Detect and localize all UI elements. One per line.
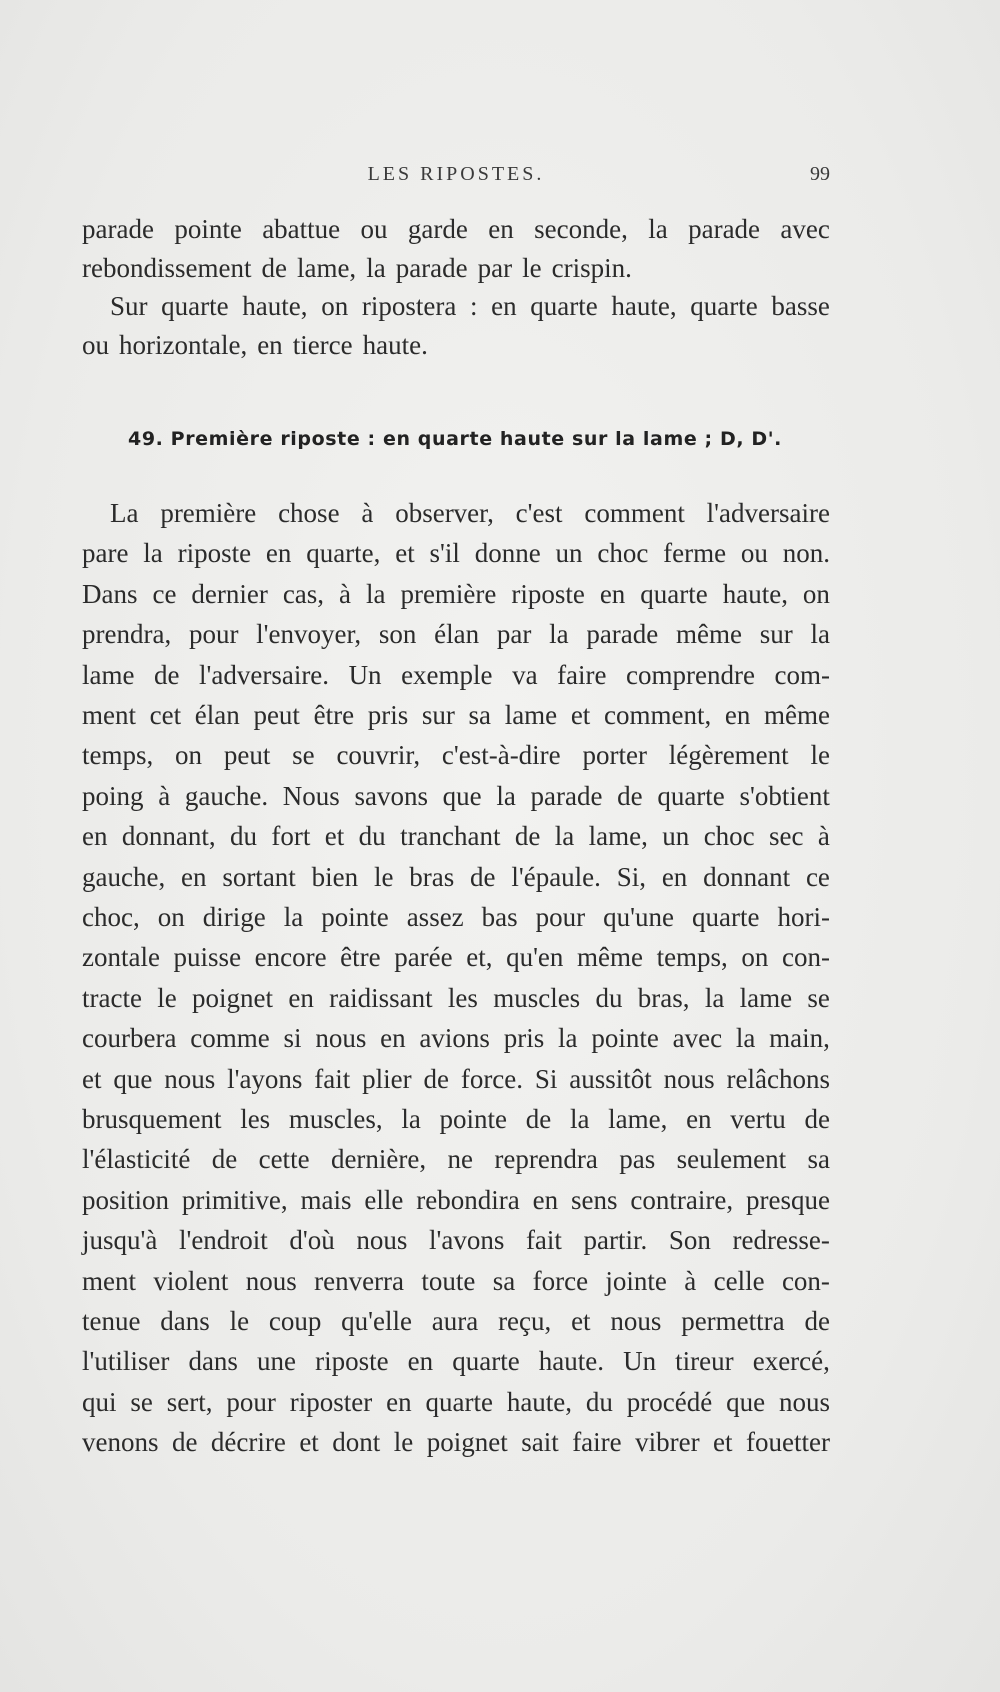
text-line: zontale puisse encore être parée et, qu'en même temps, on con- <box>82 942 830 973</box>
text-line: gauche, en sortant bien le bras de l'épaule. Si, en donnant ce <box>82 861 830 892</box>
text-line: La première chose à observer, c'est comment l'adversaire <box>110 498 830 528</box>
text-line: Sur quarte haute, on ripostera : en quarte haute, quarte basse <box>110 291 830 321</box>
text-line: lame de l'adversaire. Un exemple va faire comprendre com- <box>82 659 830 690</box>
section-heading: 49. Première riposte : en quarte haute sur la lame ; D, D'. <box>128 428 782 450</box>
text-line: l'élasticité de cette dernière, ne reprendra pas seulement sa <box>82 1144 830 1175</box>
running-head <box>82 163 830 193</box>
text-line: position primitive, mais elle rebondira en sens contraire, presque <box>82 1184 830 1215</box>
text-line: poing à gauche. Nous savons que la parade de quarte s'obtient <box>82 780 830 811</box>
text-line: rebondissement de lame, la parade par le crispin. <box>82 252 632 283</box>
text-line: ou horizontale, en tierce haute. <box>82 329 428 360</box>
text-line: tenue dans le coup qu'elle aura reçu, et nous permettra de <box>82 1306 830 1336</box>
text-line: prendra, pour l'envoyer, son élan par la parade même sur la <box>82 619 830 650</box>
text-line: tracte le poignet en raidissant les muscles du bras, la lame se <box>82 982 830 1013</box>
running-title: LES RIPOSTES. <box>367 163 545 185</box>
text-line: parade pointe abattue ou garde en seconde, la parade avec <box>82 214 830 244</box>
text-line: venons de décrire et dont le poignet sait faire vibrer et fouetter <box>82 1427 830 1458</box>
text-line: brusquement les muscles, la pointe de la lame, en vertu de <box>82 1104 830 1134</box>
text-line: choc, on dirige la pointe assez bas pour qu'une quarte hori- <box>82 902 830 932</box>
text-line: pare la riposte en quarte, et s'il donne un choc ferme ou non. <box>82 538 830 569</box>
text-line: l'utiliser dans une riposte en quarte haute. Un tireur exercé, <box>82 1346 830 1377</box>
text-line: et que nous l'ayons fait plier de force. Si aussitôt nous relâchons <box>82 1063 830 1094</box>
text-line: Dans ce dernier cas, à la première riposte en quarte haute, on <box>82 578 830 609</box>
text-line: ment violent nous renverra toute sa force jointe à celle con- <box>82 1265 830 1296</box>
text-line: temps, on peut se couvrir, c'est-à-dire porter légèrement le <box>82 740 830 771</box>
text-line: jusqu'à l'endroit d'où nous l'avons fait partir. Son redresse- <box>82 1225 830 1256</box>
text-line: ment cet élan peut être pris sur sa lame et comment, en même <box>82 700 830 730</box>
page-number: 99 <box>810 163 830 185</box>
text-line: courbera comme si nous en avions pris la pointe avec la main, <box>82 1023 830 1054</box>
text-line: en donnant, du fort et du tranchant de la lame, un choc sec à <box>82 821 830 852</box>
text-line: qui se sert, pour riposter en quarte haute, du procédé que nous <box>82 1386 830 1417</box>
